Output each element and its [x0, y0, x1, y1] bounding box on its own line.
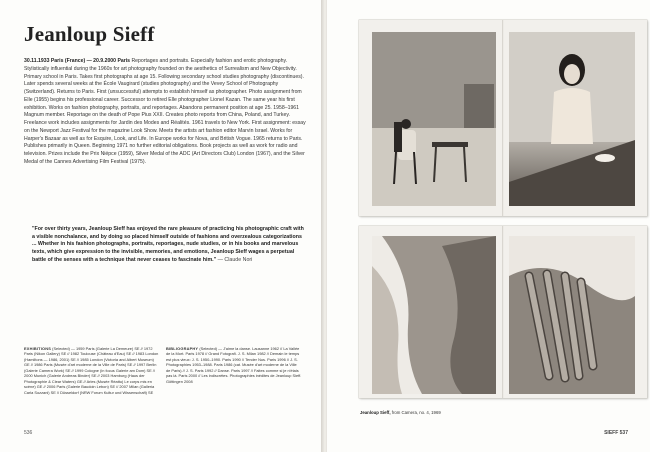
- right-page: [327, 0, 650, 452]
- photo-woman-at-table: [509, 32, 635, 206]
- bio-text: Reportages and portraits. Especially fashion and erotic photography. Stylistically influential during the 1960s for art photography founded on the aesthetics of Surrealism and New Objectivity. Primary school in Paris. Takes first photographs at age 15. Following secondary school studies photography (discontinues). Later spends several weeks at the École Vaugirard (studies photography) and the Vevey School of Photography (Switzerland). Returns to Paris. First (unsuccessful) attempts to establish himself as photographer. Photo assignment from Elle (1955) begins his professional career. Successor to retired Elle photographer Lionel Kazan. The same year his first exhibition. Works on fashion photography, portraits, and reportages. Abandons permanent position at age 25. 1958–1961 Magnum member. Reportage on the death of Pope Pius XXII. Creates photo reports from China, Poland, and Turkey. Freelance work includes assignments for Jardin des Modes and Réalités. 1961 travels to New York. First assignment: essay on the Newport Jazz Festival for the magazine Look Show. Meets the artists art fashion editor Marvin Israel. Works for Harper's Bazaar as well as for Esquire, Look, and Life. In Europe works for Nova, and British Vogue. 1965 returns to Paris. Publishes primarily in Queen. Beginning 1971 no further editorial obligations. Book projects as well as work for radio and television. Prizes include the Prix Niépce (1959), Silver Medal of the ADC (Art Directors Club) London (1967), and the Silver Medal of the Cannes Advertising Film Festival (1975).: [24, 58, 306, 165]
- quote-attribution: — Claude Nori: [217, 256, 253, 263]
- quote-text: "For over thirty years, Jeanloup Sieff has enjoyed the rare pleasure of practicing his photographic craft with a visible nonchalance, and by doing so placed himself outside of fashions and overzealous categorizations ... Whether in his fashion photographs, portraits, reportages, nude studies, or in his books and marvelous texts, which give expression to the invisible, memories, and emotions, Jeanloup Sieff wages a perpetual battle of the senses with a technique that never ceases to fascinate him.": [32, 226, 304, 263]
- bibliography-column: [166, 346, 302, 384]
- magazine-crease: [502, 20, 504, 216]
- photo-hand-on-skin: [509, 236, 635, 394]
- page-number-left: 536: [24, 430, 33, 436]
- page-number-right: SIEFF 537: [604, 430, 628, 436]
- exhibitions-column: [24, 346, 160, 395]
- magazine-crease: [502, 226, 504, 398]
- magazine-spread-photo-bottom: [359, 226, 647, 398]
- bio-dates: 30.11.1933 Paris (France) — 20.9.2000 Paris: [24, 58, 131, 64]
- exhibitions-text: (Selected) — 1959 Paris (Galerie La Demeure) SE // 1972 Paris (Nikon Gallery) SE // 1982 Toulouse (Château d'Eau) SE // 1983 London (Hamiltons — 1986, 2001) SE // 1985 London (Victoria and Albert Museum) GE // 1986 Paris (Musée d'art moderne de la Ville de Paris) SE // 1997 Berlin (Galerie Camera Work) SE // 1999 Cologne (in focus Galerie am Dom) SE // 2000 Munich (Galerie Andreas Binder) SE // 2003 Hamburg (Haus der Photographie & Clear Waters) GE // Arles (Musée Réattu) Le corps mis en scène) GE // 2006 Paris (Galerie Baudoin Lebon) SE // 2007 Milan (Galleria Carla Sozzani) SE // Düsseldorf (NRW Forum Kultur und Wissenschaft) SE: [24, 346, 159, 395]
- bibliography-heading: BIBLIOGRAPHY: [166, 346, 199, 351]
- exhibitions-heading: EXHIBITIONS: [24, 346, 52, 351]
- caption-text: from Camera, no. 4, 1969: [391, 410, 441, 415]
- photo-nude-torso: [372, 236, 496, 394]
- caption-name: Jeanloup Sieff,: [360, 410, 391, 415]
- pull-quote: [32, 226, 304, 265]
- left-page: [0, 0, 323, 452]
- page-title: Jeanloup Sieff: [24, 22, 155, 46]
- magazine-spread-photo-top: [359, 20, 647, 216]
- photo-seated-nude-room: [372, 32, 496, 206]
- biography-paragraph: [24, 58, 306, 167]
- bibliography-text: (Selected) — J'aime la danse. Lausanne 1962 // La Vallée de la Mort. Paris 1978 // Grand Fotografi. J. S. Milan 1982 // Demain le temps est plus vieux: J. S. 1950–1990. Paris 1990 // Tender Nus. Paris 1996 // J. S. Photographies 1953–1988. Paris 1986 (cat. Musée d'art moderne de la Ville de Paris) // J. S. Paris 1992 // Danse. Paris 1997 // Faites comme si je n'étais pas là. Paris 2000 // Les indiscrètes. Photographies inédites de Jeanloup Sieff. Göttingen 2008: [166, 346, 302, 384]
- photo-caption: [360, 410, 480, 416]
